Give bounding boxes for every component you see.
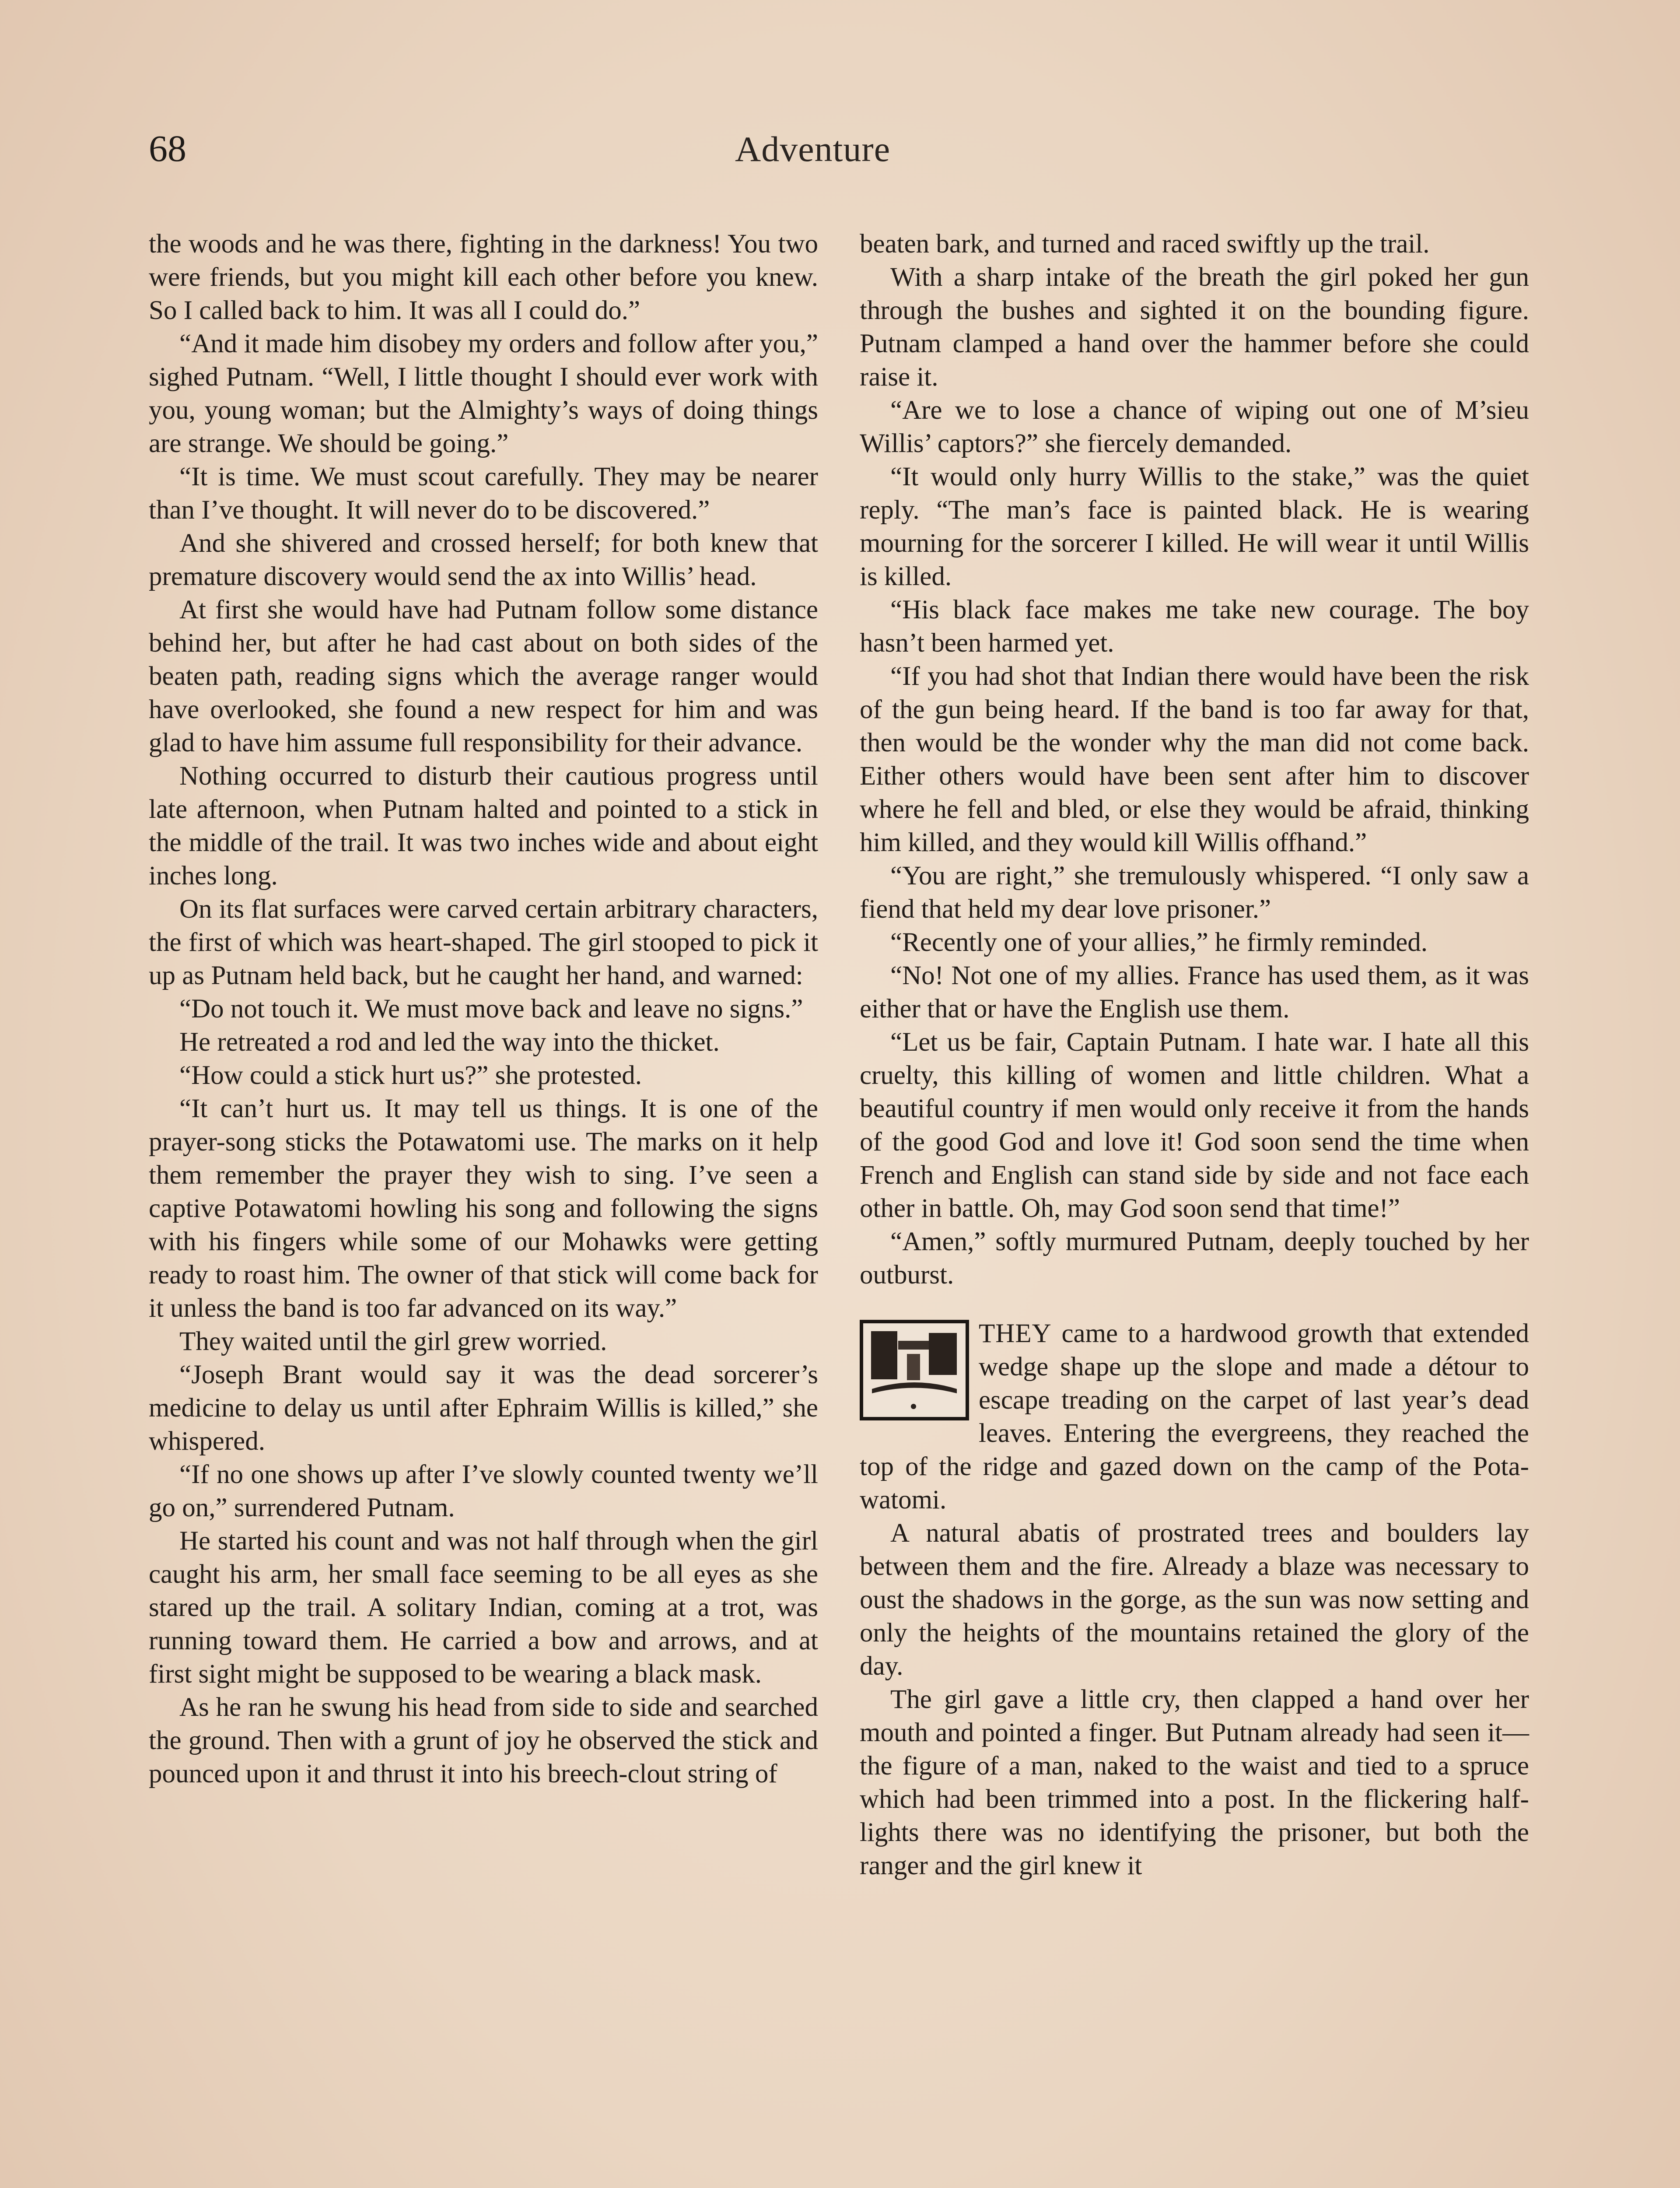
decorative-initial-ornament [860,1320,969,1420]
paragraph: “It is time. We must scout carefully. They may be nearer than I’ve thought. It will never do to be discovered.” [149,462,818,525]
section-break-paragraph [860,1317,1529,1517]
paragraph: “If no one shows up after I’ve slowly counted twenty we’ll go on,” surrendered Putnam. [149,1460,818,1522]
paragraph: He retreated a rod and led the way into the thicket. [179,1027,720,1057]
paragraph: “Are we to lose a chance of wiping out one of M’sieu Willis’ captors?” she fiercely demanded. [860,396,1529,458]
paragraph: The girl gave a little cry, then clapped a hand over her mouth and pointed a finger. But Putnam already had seen it—the figure of a man, naked to the waist and tied to a spruce which had been trimmed into a post. In the flickering half-lights there was no identifying the prisoner, but both the ranger and the girl knew it [860,1685,1529,1880]
paragraph: the woods and he was there, fighting in the darkness! You two were friends, but you might kill each other before you knew. So I called back to him. It was all I could do.” [149,229,818,325]
paragraph: A natural abatis of prostrated trees and boulders lay between them and the fire. Already a blaze was necessary to oust the shadows in the gorge, as the sun was now setting and only the heights of the mountains retained the glory of the day. [860,1518,1529,1681]
paragraph: “You are right,” she tremulously whispered. “I only saw a fiend that held my dear love prisoner.” [860,861,1529,924]
running-head-title: Adventure [735,129,891,169]
paragraph: “Joseph Brant would say it was the dead sorcerer’s medicine to delay us until after Ephraim Willis is killed,” she whispered. [149,1360,818,1456]
paragraph: “Do not touch it. We must move back and leave no signs.” [179,994,803,1024]
paragraph: beaten bark, and turned and raced swiftly up the trail. [860,229,1430,259]
paragraph: And she shivered and crossed herself; for both knew that premature discovery would send the ax into Willis’ head. [149,529,818,591]
paragraph: On its flat surfaces were carved certain arbitrary characters, the first of which was heart-shaped. The girl stooped to pick it up as Putnam held back, but he caught her hand, and warned: [149,894,818,990]
paragraph: With a sharp intake of the breath the girl poked her gun through the bushes and sighted it on the bounding figure. Putnam clamped a hand over the hammer before she could raise it. [860,263,1529,392]
paragraph: “Recently one of your allies,” he firmly reminded. [890,928,1428,957]
paragraph: As he ran he swung his head from side to side and searched the ground. Then with a grunt of joy he observed the stick and pounced upon it and thrust it into his breech-clout string of [149,1693,818,1788]
section-lead-word: THEY [979,1319,1052,1348]
woodcut-scene-icon [863,1323,966,1417]
paragraph: “Let us be fair, Captain Putnam. I hate war. I hate all this cruelty, this killing of women and little children. What a beautiful country if men would only receive it from the hands of the good God and love it! God soon send the time when French and English can stand side by side and not face each other in battle. Oh, may God soon send that time!” [860,1027,1529,1223]
paragraph: “Amen,” softly murmured Putnam, deeply touched by her outburst. [860,1227,1529,1290]
paragraph: “It can’t hurt us. It may tell us things. It is one of the prayer-song sticks the Potawatomi use. The marks on it help them remember the prayer they wish to sing. I’ve seen a captive Potawatomi howling his song and following the signs with his fingers while some of our Mohawks were getting ready to roast him. The owner of that stick will come back for it unless the band is too far advanced on its way.” [149,1094,818,1323]
paragraph: “If you had shot that Indian there would have been the risk of the gun being heard. If the band is too far away for that, then would be the wonder why the man did not come back. Either others would have been sent after him to discover where he fell and bled, or else they would be afraid, thinking him killed, and they would kill Willis offhand.” [860,662,1529,857]
paragraph: came to a hardwood growth that extended wedge shape up the slope and made a détour to escape treading on the carpet of last year’s dead leaves. Entering the evergreens, they reached the top of the ridge and gazed down on the camp of the Potawatomi. [860,1319,1529,1515]
paragraph: They waited until the girl grew worried. [179,1327,607,1356]
paragraph: “And it made him disobey my orders and follow after you,” sighed Putnam. “Well, I little thought I should ever work with you, young woman; but the Almighty’s ways of doing things are strange. We should be going.” [149,329,818,458]
page-number: 68 [149,127,186,169]
paragraph: “His black face makes me take new courage. The boy hasn’t been harmed yet. [860,595,1529,658]
right-column [860,228,1529,1883]
paragraph: At first she would have had Putnam follow some distance behind her, but after he had cast about on both sides of the beaten path, reading signs which the average ranger would have overlooked, she found a new respect for him and was glad to have him assume full responsibility for their advance. [149,595,818,757]
left-column [149,228,818,1791]
paragraph: “How could a stick hurt us?” she protested. [179,1061,642,1090]
paragraph: He started his count and was not half through when the girl caught his arm, her small face seeming to be all eyes as she stared up the trail. A solitary Indian, coming at a trot, was running toward them. He carried a bow and arrows, and at first sight might be supposed to be wearing a black mask. [149,1526,818,1689]
paragraph: “It would only hurry Willis to the stake,” was the quiet reply. “The man’s face is painted black. He is wearing mourning for the sorcerer I killed. He will wear it until Willis is killed. [860,462,1529,591]
paragraph: “No! Not one of my allies. France has used them, as it was either that or have the English use them. [860,961,1529,1024]
paragraph: Nothing occurred to disturb their cautious progress until late afternoon, when Putnam halted and pointed to a stick in the middle of the trail. It was two inches wide and about eight inches long. [149,761,818,891]
